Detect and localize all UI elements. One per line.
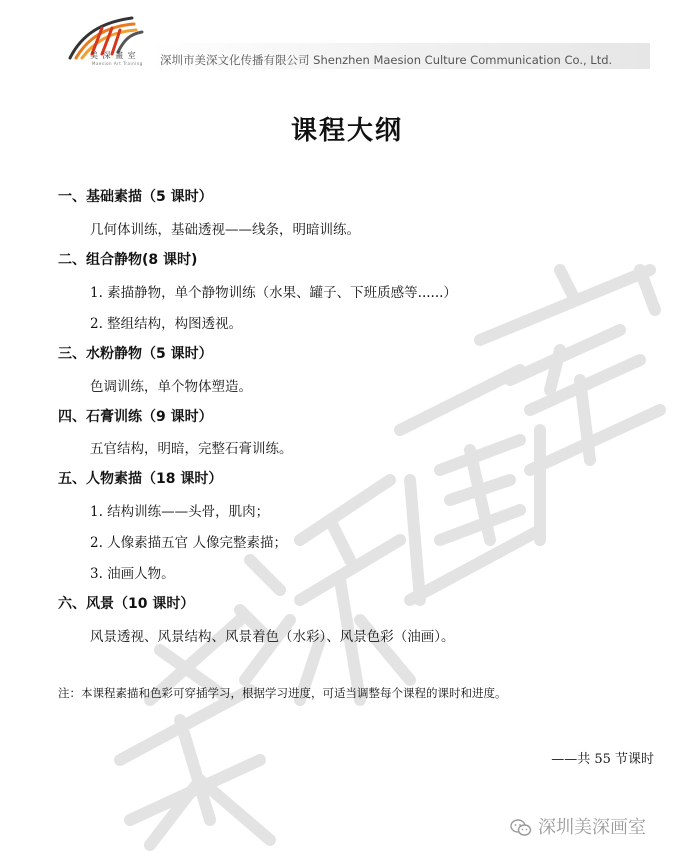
section-heading: 三、水粉静物（5 课时） xyxy=(58,346,213,362)
section-line: 色调训练，单个物体塑造。 xyxy=(90,379,252,395)
section-line: 五官结构，明暗，完整石膏训练。 xyxy=(90,441,293,457)
section-heading: 五、人物素描（18 课时） xyxy=(58,471,223,487)
logo-subtext: Maesion Art Training xyxy=(92,61,143,66)
total-hours: ——共 55 节课时 xyxy=(551,752,654,767)
section-heading: 一、基础素描（5 课时） xyxy=(58,189,213,205)
section-line: 风景透视、风景结构、风景着色（水彩）、风景色彩（油画）。 xyxy=(90,629,455,645)
logo-text: 美 深 畫 室 xyxy=(90,51,137,60)
page-title: 课程大纲 xyxy=(290,116,403,146)
letterhead xyxy=(0,0,694,90)
section-heading: 四、石膏训练（9 课时） xyxy=(58,409,213,425)
wechat-icon xyxy=(510,819,532,837)
section-heading: 六、风景（10 课时） xyxy=(58,596,195,612)
wechat-account xyxy=(510,813,646,839)
section-heading: 二、组合静物(8 课时) xyxy=(58,252,198,268)
section-line: 2. 人像素描五官 人像完整素描； xyxy=(90,535,287,551)
section-line: 1. 结构训练——头骨，肌肉； xyxy=(90,504,270,520)
company-name: 深圳市美深文化传播有限公司 Shenzhen Maesion Culture Communication Co., Ltd. xyxy=(160,53,613,67)
section-line: 1. 素描静物，单个静物训练（水果、罐子、下班质感等......） xyxy=(90,285,457,301)
section-line: 几何体训练，基础透视——线条，明暗训练。 xyxy=(90,222,360,238)
wechat-label: 深圳美深画室 xyxy=(538,817,646,838)
footnote: 注：本课程素描和色彩可穿插学习，根据学习进度，可适当调整每个课程的课时和进度。 xyxy=(58,686,507,700)
section-line: 2. 整组结构，构图透视。 xyxy=(90,316,243,332)
section-line: 3. 油画人物。 xyxy=(90,566,175,582)
